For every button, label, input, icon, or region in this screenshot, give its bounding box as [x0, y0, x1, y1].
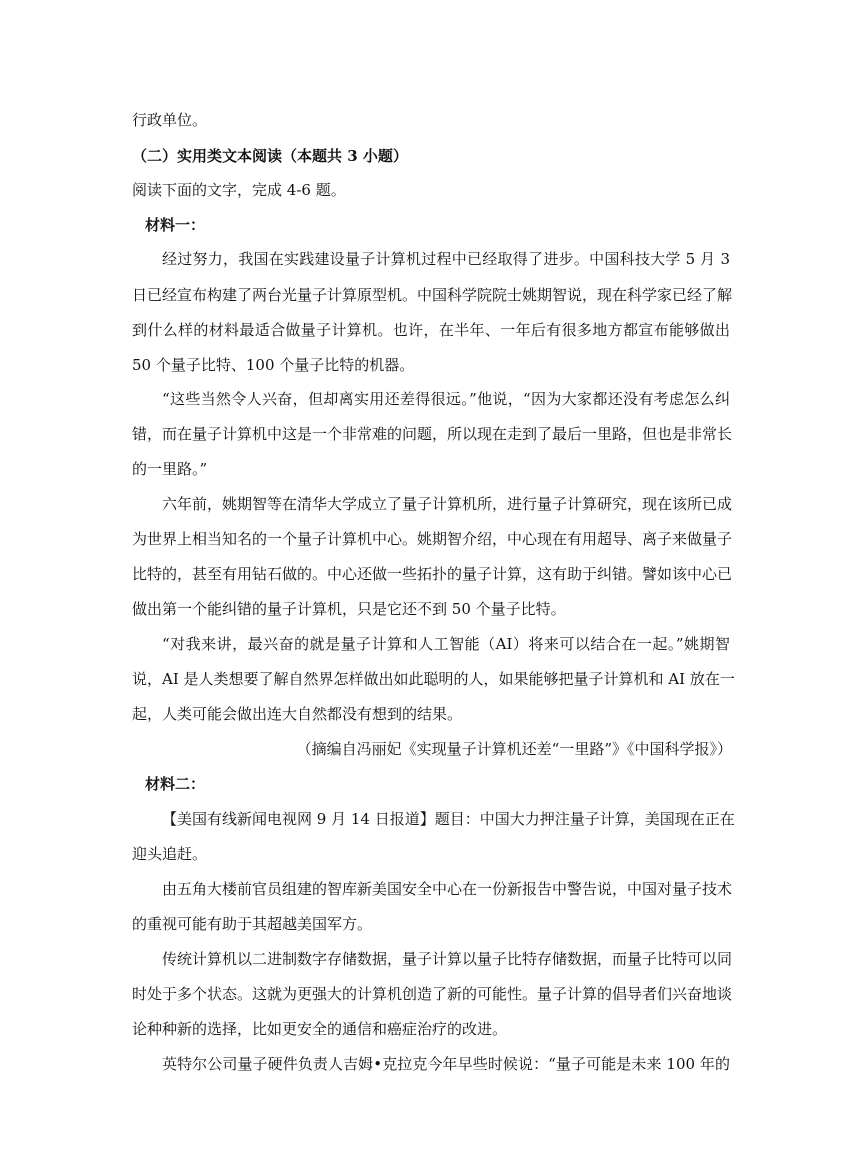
text-line: 由五角大楼前官员组建的智库新美国安全中心在一份新报告中警告说，中国对量子技术: [162, 880, 733, 898]
text-line: 为世界上相当知名的一个量子计算机中心。姚期智介绍，中心现在有用超导、离子来做量子: [132, 530, 733, 548]
text-line: 比特的，甚至有用钻石做的。中心还做一些拓扑的量子计算，这有助于纠错。譬如该中心已: [132, 565, 733, 583]
text-line: 英特尔公司量子硬件负责人吉姆•克拉克今年早些时候说：“量子可能是未来 100 年的: [162, 1055, 730, 1073]
text-line: 50 个量子比特、100 个量子比特的机器。: [132, 356, 415, 374]
text-line: 做出第一个能纠错的量子计算机，只是它还不到 50 个量子比特。: [132, 600, 566, 618]
text-line: 【美国有线新闻电视网 9 月 14 日报道】题目：中国大力押注量子计算，美国现在正在: [162, 810, 735, 828]
text-line: 六年前，姚期智等在清华大学成立了量子计算机所，进行量子计算研究，现在该所已成: [162, 495, 733, 513]
section-heading: （二）实用类文本阅读（本题共 3 小题）: [132, 147, 408, 165]
text-line: 错，而在量子计算机中这是一个非常难的问题，所以现在走到了最后一里路，但也是非常长: [132, 425, 733, 443]
text-line: 迎头追赶。: [132, 845, 208, 863]
text-line: “这些当然令人兴奋，但却离实用还差得很远。”他说，“因为大家都还没有考虑怎么纠: [162, 390, 730, 408]
source-citation: （摘编自冯丽妃《实现量子计算机还差“一里路”》《中国科学报》）: [296, 740, 732, 758]
text-line: 的重视可能有助于其超越美国军方。: [132, 915, 373, 933]
text-line: 时处于多个状态。这就为更强大的计算机创造了新的可能性。量子计算的倡导者们兴奋地谈: [132, 985, 733, 1003]
text-line: 传统计算机以二进制数字存储数据，量子计算以量子比特存储数据，而量子比特可以同: [162, 950, 733, 968]
text-line: 经过努力，我国在实践建设量子计算机过程中已经取得了进步。中国科技大学 5 月 3: [162, 250, 730, 268]
text-line: 起，人类可能会做出连大自然都没有想到的结果。: [132, 705, 463, 723]
material-heading: 材料二：: [145, 775, 206, 793]
material-heading: 材料一：: [145, 216, 206, 234]
text-line: 到什么样的材料最适合做量子计算机。也许，在半年、一年后有很多地方都宣布能够做出: [132, 321, 730, 339]
text-line: 行政单位。: [132, 111, 208, 129]
text-line: 日已经宣布构建了两台光量子计算原型机。中国科学院院士姚期智说，现在科学家已经了解: [132, 286, 733, 304]
text-line: 论种种新的选择，比如更安全的通信和癌症治疗的改进。: [132, 1020, 508, 1038]
instruction-line: 阅读下面的文字，完成 4-6 题。: [132, 181, 346, 199]
text-line: “对我来讲，最兴奋的就是量子计算和人工智能（AI）将来可以结合在一起。”姚期智: [162, 635, 730, 653]
text-line: 说，AI 是人类想要了解自然界怎样做出如此聪明的人，如果能够把量子计算机和 AI 放在一: [132, 670, 735, 688]
text-line: 的一里路。”: [132, 460, 208, 478]
